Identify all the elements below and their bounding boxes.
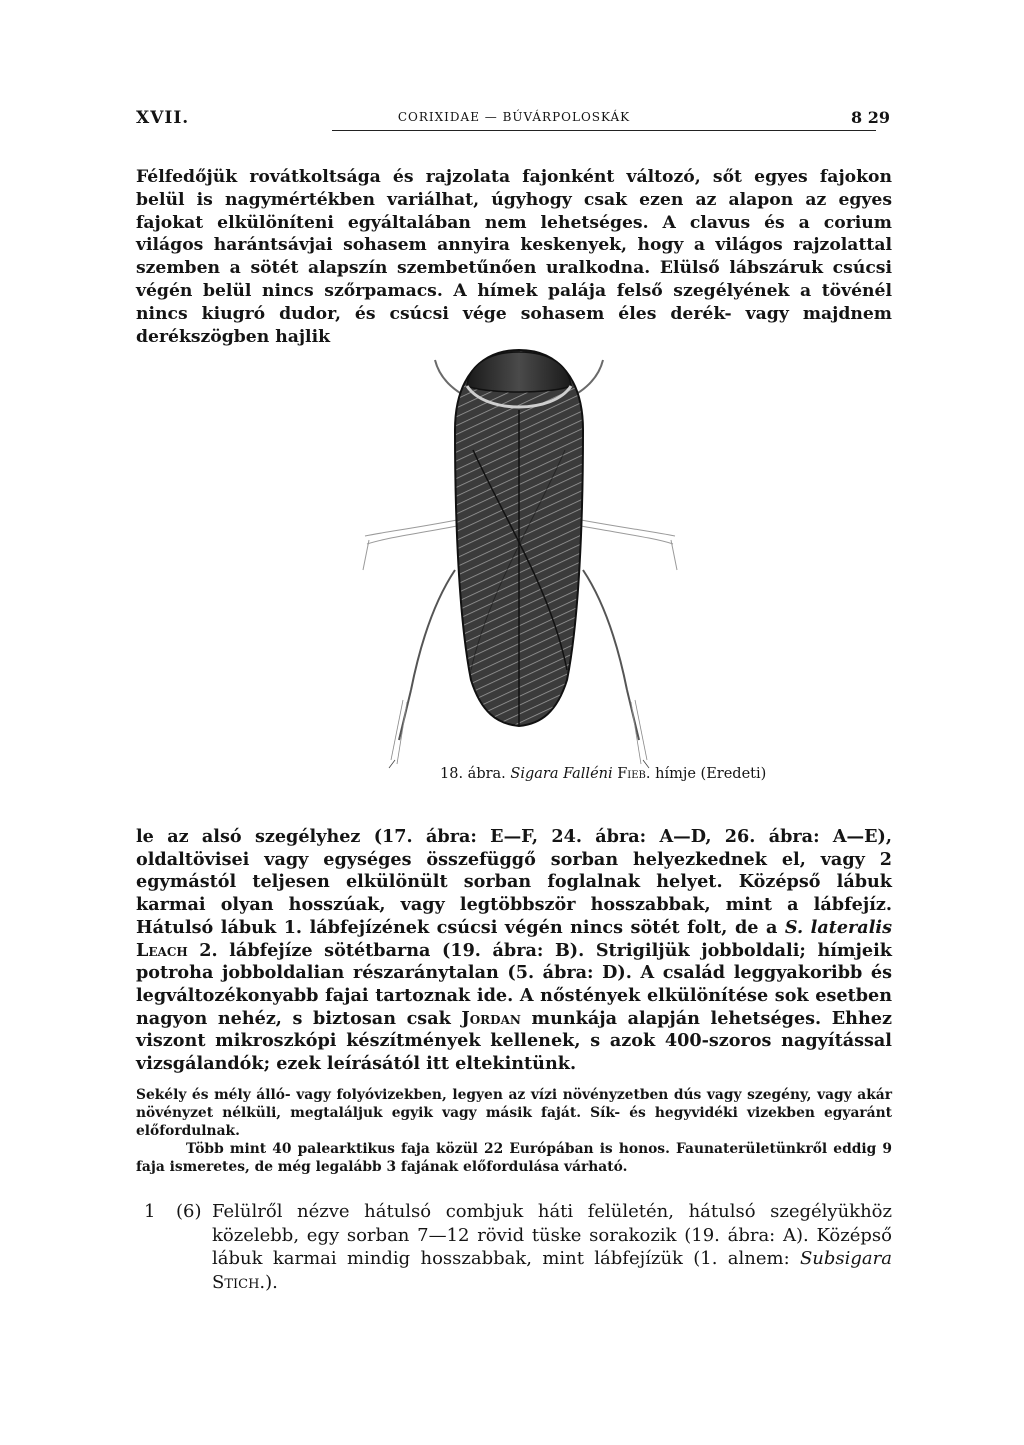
- caption-author: Fieb.: [617, 766, 651, 782]
- subgenus-name: Subsigara: [799, 1248, 892, 1270]
- paragraph-2: [136, 826, 892, 1076]
- caption-number: 18. ábra.: [440, 766, 506, 782]
- key-description: Felülről nézve hátulsó combjuk háti felületén, hátulsó szegélyükhöz közelebb, egy sorban 7—12 rövid tüske sorakozik (19. ábra: A). Középső lábuk karmai mindig hosszabbak, mint lábfejízük (1. alnem:: [212, 1201, 892, 1270]
- figure-caption: [440, 766, 880, 782]
- paragraph-1: Félfedőjük rovátkoltsága és rajzolata fajonként változó, sőt egyes fajokon belül is nagymértékben variálhat, úgyhogy csak ezen az alapon az egyes fajokat elkülöníteni egyáltalában nem lehetséges. A clavus és a corium világos harántsávjai sohasem annyira keskenyek, hogy a világos rajzolattal szemben a sötét alapszín szembetűnően uralkodna. Elülső lábszáruk csúcsi végén belül nincs szőrpamacs. A hímek palája felső szegélyének a tövénél nincs kiugró dudor, és csúcsi vége sohasem éles derék- vagy majdnem derékszögben hajlik: [136, 167, 892, 347]
- paragraph-2-part-3: munkája alapján lehetséges. Ehhez viszont mikroszkópi készítmények kellenek, s azok 400-szoros nagyítással vizsgálandók; ezek leírásától itt eltekintünk.: [136, 1007, 892, 1075]
- key-reference: (6): [176, 1201, 202, 1222]
- sigara-falleni-illustration: [355, 340, 685, 770]
- author-name: Leach: [136, 939, 188, 961]
- paragraph-2-part-2: 2. lábfejíze sötétbarna (19. ábra: B). Strigiljük jobboldali; hímjeik potroha jobboldalian részaránytalan (5. ábra: D). A család leggyakoribb és legváltozékonyabb fajai tartoznak ide. A nőstények elkülönítése sok esetben nagyon nehéz, s biztosan csak: [136, 939, 892, 1029]
- key-text: [212, 1200, 892, 1294]
- caption-species: Sigara Falléni: [510, 766, 613, 782]
- caption-rest: hímje (Eredeti): [655, 766, 767, 782]
- species-name: S. lateralis: [784, 916, 892, 938]
- running-header: [136, 106, 892, 132]
- habitat-note: Sekély és mély álló- vagy folyóvizekben, legyen az vízi növényzetben dús vagy szegény, vagy akár növényzet nélküli, megtaláljuk egyik vagy másik faját. Sík- és hegyvidéki vizekben egyaránt előfordulnak.: [136, 1087, 892, 1140]
- author-jordan: Jordan: [461, 1007, 521, 1029]
- figure-sigara-falleni: [355, 340, 685, 770]
- page-number: 8 29: [851, 108, 890, 127]
- identification-key-entry: [136, 1200, 892, 1300]
- key-end: ).: [265, 1271, 278, 1293]
- running-title: CORIXIDAE — BÚVÁRPOLOSKÁK: [397, 110, 631, 124]
- header-rule: [332, 130, 876, 131]
- paragraph-2-part-1: le az alsó szegélyhez (17. ábra: E—F, 24. ábra: A—D, 26. ábra: A—E), oldaltövisei vagy egységes összefüggő sorban helyezkednek el, vagy 2 egymástól teljesen elkülönült sorban foglalnak helyet. Középső lábuk karmai olyan hosszúak, vagy legtöbbször hosszabbak, mint a lábfejíz. Hátulsó lábuk 1. lábfejízének csúcsi végén nincs sötét folt, de a: [136, 826, 892, 938]
- chapter-number: XVII.: [136, 108, 190, 128]
- key-number: 1: [144, 1201, 156, 1222]
- subgenus-author: Stich.: [212, 1271, 266, 1293]
- distribution-note: Több mint 40 palearktikus faja közül 22 Európában is honos. Faunaterületünkről eddig 9 faja ismeretes, de még legalább 3 fajának előfordulása várható.: [136, 1141, 892, 1176]
